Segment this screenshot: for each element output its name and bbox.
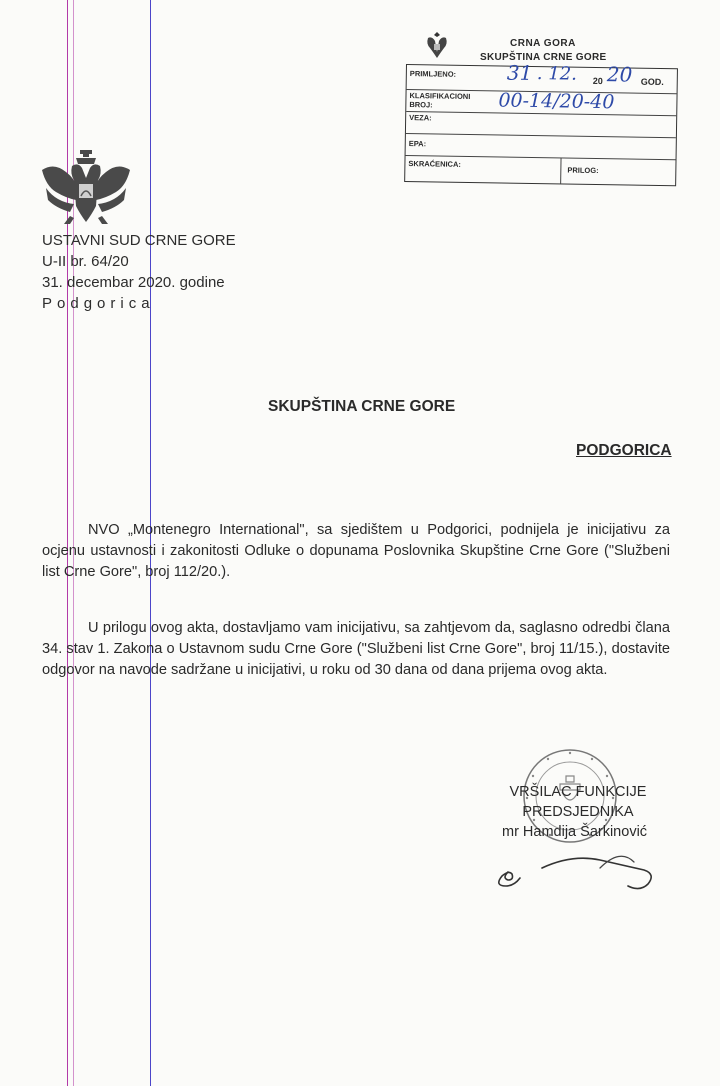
stamp-header (398, 26, 678, 62)
recipient-name: SKUPŠTINA CRNE GORE (268, 398, 456, 415)
signatory-title-line-2: PREDSJEDNIKA (522, 804, 634, 820)
received-year-prefix: 20 (592, 75, 603, 87)
stamp-grid (404, 60, 678, 186)
body-paragraph-2 (42, 618, 670, 681)
registration-stamp (398, 26, 678, 182)
court-name: USTAVNI SUD CRNE GORE (42, 232, 236, 249)
received-year: 20 (606, 62, 633, 87)
recipient-city: PODGORICA (576, 442, 672, 459)
abbreviation-label: SKRAĆENICA: (408, 159, 462, 169)
classification-number: 00-14/20-40 (498, 89, 615, 114)
stamp-row-divider (406, 133, 676, 138)
coat-of-arms-icon (424, 30, 450, 60)
stamp-col-divider (560, 157, 561, 183)
handwritten-signature (480, 838, 670, 898)
document-place: Podgorica (42, 295, 155, 312)
paragraph-1-text: NVO „Montenegro International", sa sjedištem u Podgorici, podnijela je inicijativu za ocjenu ustavnosti i zakonitosti Odluke o dopunama Poslovnika Skupštine Crne Gore ("Službeni list Crne Gore", broj 112/20.). (42, 522, 670, 580)
number-label: BROJ: (409, 100, 433, 110)
signatory-title-line-1: VRŠILAC FUNKCIJE (509, 784, 647, 800)
classification-label: KLASIFIKACIONI (409, 91, 471, 102)
body-paragraph-1 (42, 520, 670, 583)
received-label: PRIMLJENO: (409, 69, 457, 79)
case-number: U-II br. 64/20 (42, 253, 129, 270)
connection-label: VEZA: (409, 113, 432, 123)
signatory-name: mr Hamdija Šarkinović (502, 824, 648, 840)
document-date: 31. decembar 2020. godine (42, 274, 225, 291)
stamp-country: CRNA GORA (510, 38, 576, 49)
montenegro-coat-of-arms-icon (40, 148, 132, 228)
god-label: GOD. (640, 76, 664, 88)
paragraph-2-text: U prilogu ovog akta, dostavljamo vam inicijativu, sa zahtjevom da, saglasno odredbi člana 34. stav 1. Zakona o Ustavnom sudu Crne Gore ("Službeni list Crne Gore", broj 11/15.), dostavite odgovor na navode sadržane u inicijativi, u roku od 30 dana od dana prijema ovog akta. (42, 620, 670, 678)
received-day: 31 (506, 60, 533, 85)
received-month: . 12. (536, 63, 578, 85)
attachment-label: PRILOG: (567, 165, 599, 176)
document-header (42, 230, 236, 314)
stamp-institution: SKUPŠTINA CRNE GORE (480, 52, 607, 63)
epa-label: EPA: (408, 139, 427, 149)
signatory-title (503, 782, 653, 822)
